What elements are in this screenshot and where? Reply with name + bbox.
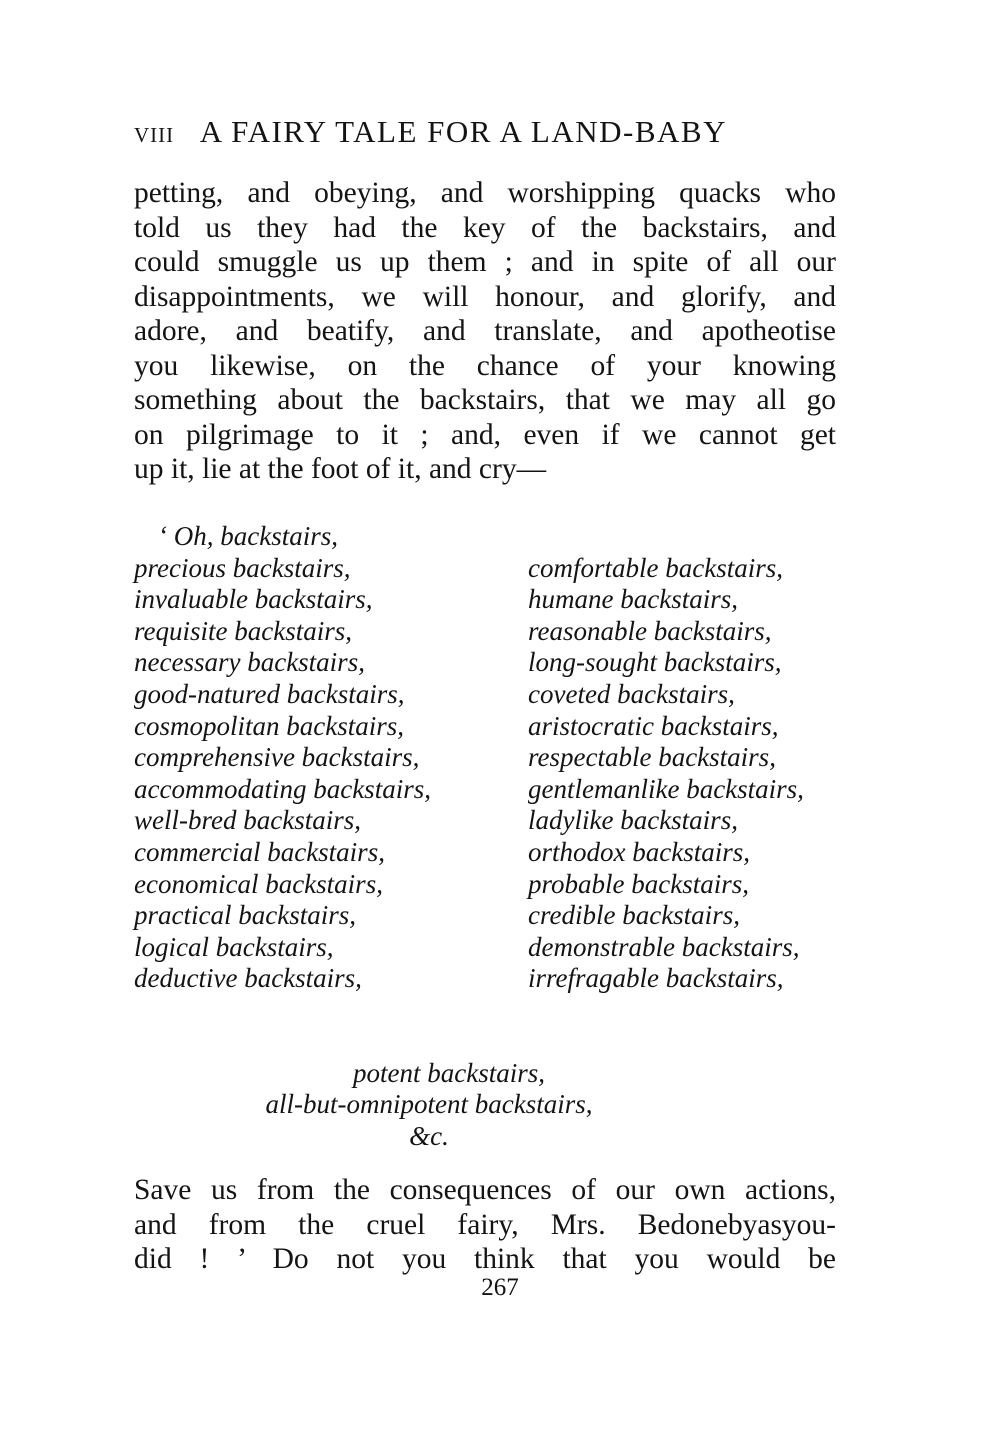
litany-closing-line: all-but-omnipotent backstairs,: [265, 1089, 593, 1120]
litany-item: accommodating backstairs,: [134, 773, 431, 804]
text-line: you likewise, on the chance of your knowing: [134, 349, 836, 382]
litany-item: probable backstairs,: [528, 868, 749, 899]
litany-item: logical backstairs,: [134, 931, 334, 962]
text-line: disappointments, we will honour, and glorify, and: [134, 280, 836, 313]
litany-columns: [134, 553, 844, 1058]
page-number: 267: [481, 1274, 519, 1301]
text-line: up it, lie at the foot of it, and cry—: [134, 453, 547, 485]
litany-left-column: [134, 553, 431, 995]
running-header: [134, 114, 836, 150]
litany-item: comfortable backstairs,: [528, 552, 783, 583]
text-line: and from the cruel fairy, Mrs. Bedonebyasyou-: [134, 1208, 836, 1241]
backstairs-litany: [134, 521, 844, 1152]
closing-paragraph: [134, 1173, 836, 1277]
litany-item: necessary backstairs,: [134, 647, 365, 678]
text-line: something about the backstairs, that we may all go: [134, 384, 836, 416]
litany-item: reasonable backstairs,: [528, 615, 772, 646]
text-line: adore, and beatify, and translate, and apotheotise: [134, 315, 836, 347]
litany-item: long-sought backstairs,: [528, 647, 782, 678]
litany-item: credible backstairs,: [528, 900, 740, 931]
text-line: on pilgrimage to it ; and, even if we cannot get: [134, 418, 836, 451]
litany-item: deductive backstairs,: [134, 963, 362, 994]
litany-closing-line: &c.: [409, 1120, 449, 1151]
litany-item: humane backstairs,: [528, 584, 738, 615]
litany-item: commercial backstairs,: [134, 836, 385, 867]
litany-item: precious backstairs,: [134, 552, 351, 583]
running-title: A FAIRY TALE FOR A LAND-BABY: [199, 114, 727, 149]
litany-item: aristocratic backstairs,: [528, 710, 779, 741]
litany-item: ladylike backstairs,: [528, 805, 738, 836]
litany-item: cosmopolitan backstairs,: [134, 710, 404, 741]
text-line: Save us from the consequences of our own actions,: [134, 1174, 836, 1206]
litany-item: gentlemanlike backstairs,: [528, 773, 804, 804]
litany-item: comprehensive backstairs,: [134, 742, 420, 773]
litany-item: requisite backstairs,: [134, 615, 352, 646]
litany-item: coveted backstairs,: [528, 678, 735, 709]
text-line: told us they had the key of the backstairs, and: [134, 211, 836, 244]
litany-item: economical backstairs,: [134, 868, 383, 899]
litany-item: well-bred backstairs,: [134, 805, 361, 836]
litany-opening: ‘ Oh, backstairs,: [158, 521, 338, 551]
litany-item: practical backstairs,: [134, 900, 356, 931]
text-line: petting, and obeying, and worshipping quacks who: [134, 177, 836, 209]
text-line: could smuggle us up them ; and in spite of all our: [134, 246, 836, 278]
folio-number: viii: [134, 116, 175, 149]
litany-item: irrefragable backstairs,: [528, 963, 784, 994]
litany-right-column: [528, 553, 804, 995]
litany-item: respectable backstairs,: [528, 742, 776, 773]
litany-item: invaluable backstairs,: [134, 584, 373, 615]
litany-item: orthodox backstairs,: [528, 836, 750, 867]
intro-paragraph: [134, 176, 836, 487]
text-line: did ! ’ Do not you think that you would be: [134, 1243, 836, 1275]
litany-item: demonstrable backstairs,: [528, 931, 800, 962]
litany-closing-line: potent backstairs,: [353, 1057, 545, 1088]
litany-item: good-natured backstairs,: [134, 678, 405, 709]
